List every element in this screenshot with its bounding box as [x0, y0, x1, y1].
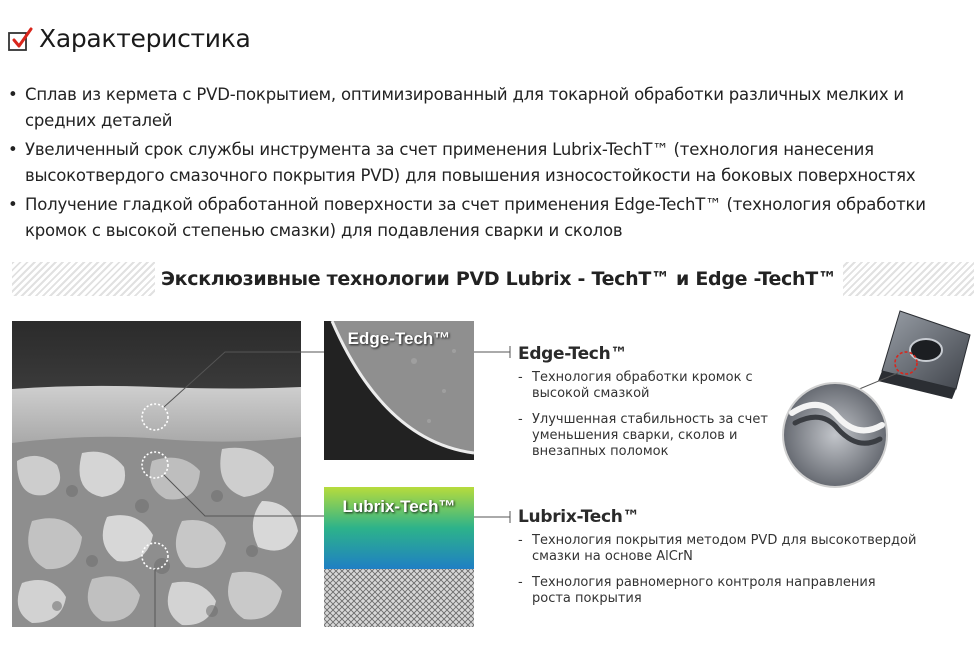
coating-microstructure-image — [12, 321, 301, 627]
lubrix-tech-image-label: Lubrix-Tech™ — [342, 497, 456, 516]
lubrix-tech-image — [324, 487, 474, 627]
feature-item: • Сплав из кермета с PVD-покрытием, оптимизированный для токарной обработки различных мелких и средних деталей — [8, 82, 968, 134]
technology-banner — [12, 262, 974, 296]
edge-tech-image — [324, 321, 474, 460]
edge-tech-title: Edge-Tech™ — [518, 344, 628, 364]
edge-tech-point: - Технология обработки кромок с высокой смазкой — [518, 370, 772, 402]
lubrix-tech-point: - Технология покрытия методом PVD для высокотвердой смазки на основе AlCrN — [518, 533, 918, 565]
cutting-insert-image — [780, 305, 976, 495]
feature-item: • Получение гладкой обработанной поверхности за счет применения Edge-TechT™ (технология обработки кромок с высокой степенью смазки) для подавления сварки и сколов — [8, 192, 968, 244]
lubrix-tech-description — [518, 507, 918, 617]
checkbox-check-icon — [7, 26, 33, 52]
technology-banner-label: Эксклюзивные технологии PVD Lubrix - TechT™ и Edge -TechT™ — [155, 262, 843, 296]
lubrix-tech-point: - Технология равномерного контроля направления роста покрытия — [518, 575, 882, 607]
feature-item: • Увеличенный срок службы инструмента за счет применения Lubrix-TechT™ (технология нанесения высокотвердого смазочного покрытия PVD) для повышения износостойкости на боковых поверхностях — [8, 137, 968, 189]
lubrix-tech-title: Lubrix-Tech™ — [518, 507, 640, 527]
feature-list — [8, 82, 968, 247]
edge-tech-point: - Улучшенная стабильность за счет уменьшения сварки, сколов и внезапных поломок — [518, 412, 772, 460]
page-title: Характеристика — [39, 24, 251, 53]
edge-tech-image-label: Edge-Tech™ — [347, 329, 451, 348]
section-header — [7, 24, 251, 53]
lubrix-tech-points — [518, 533, 918, 607]
